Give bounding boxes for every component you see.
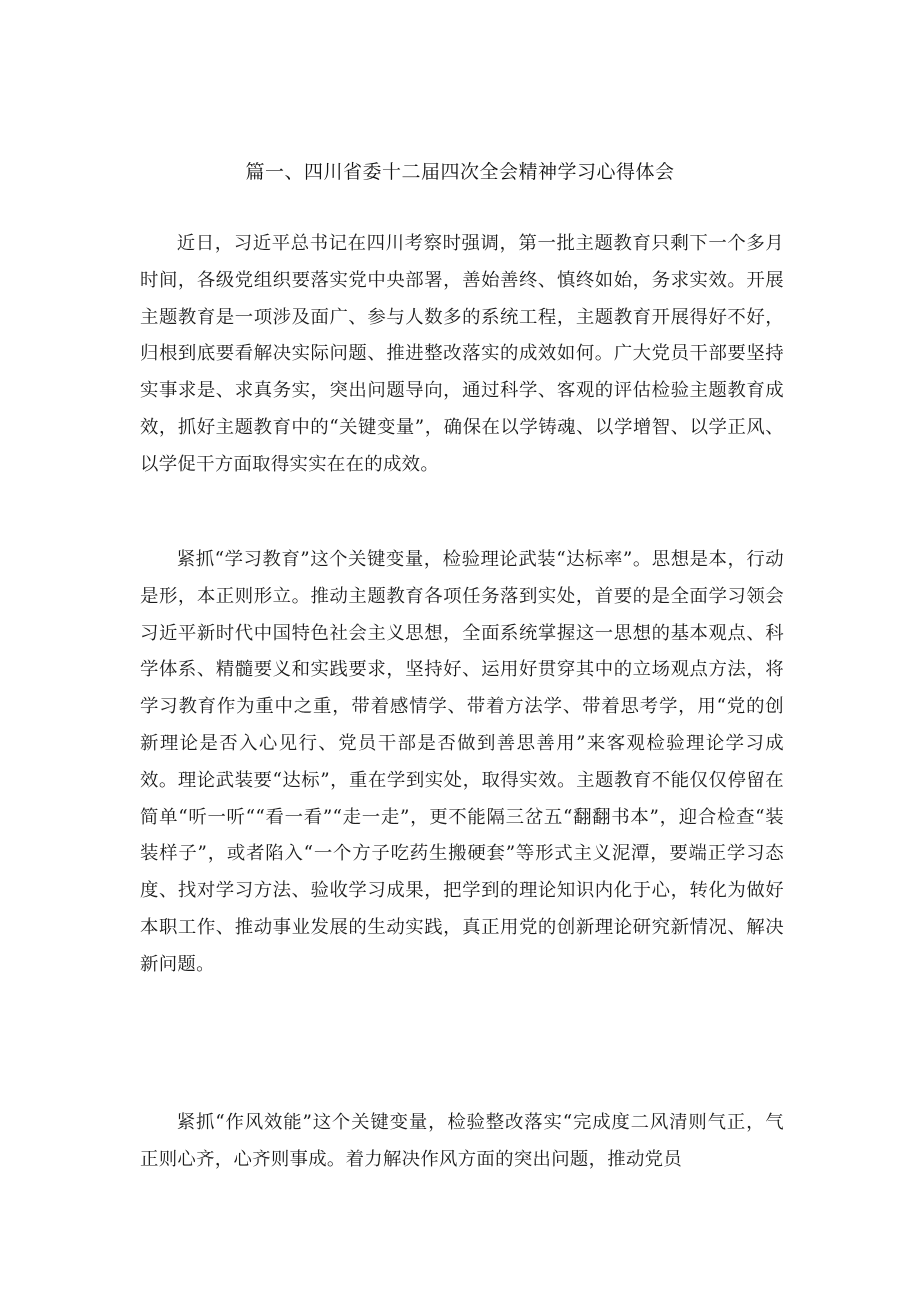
paragraph-1: 近日，习近平总书记在四川考察时强调，第一批主题教育只剩下一个多月时间，各级党组织要落实党中央部署，善始善终、慎终如始，务求实效。开展主题教育是一项涉及面广、参与人数多的系统工程，主题教育开展得好不好，归根到底要看解决实际问题、推进整改落实的成效如何。广大党员干部要坚持实事求是、求真务实，突出问题导向，通过科学、客观的评估检验主题教育成效，抓好主题教育中的“关键变量”，确保在以学铸魂、以学增智、以学正风、以学促干方面取得实实在在的成效。: [140, 233, 784, 475]
paragraph-2: 紧抓“学习教育”这个关键变量，检验理论武装“达标率”。思想是本，行动是形，本正则形立。推动主题教育各项任务落到实处，首要的是全面学习领会习近平新时代中国特色社会主义思想，全面系统掌握这一思想的基本观点、科学体系、精髓要义和实践要求，坚持好、运用好贯穿其中的立场观点方法，将学习教育作为重中之重，带着感情学、带着方法学、带着思考学，用“党的创新理论是否入心见行、党员干部是否做到善思善用”来客观检验理论学习成效。理论武装要“达标”，重在学到实处，取得实效。主题教育不能仅仅停留在简单“听一听““看一看”“走一走”，更不能隔三岔五“翻翻书本”，迎合检查“装装样子”，或者陷入“一个方子吃药生搬硬套”等形式主义泥潭，要端正学习态度、找对学习方法、验收学习成果，把学到的理论知识内化于心，转化为做好本职工作、推动事业发展的生动实践，真正用党的创新理论研究新情况、解决新问题。: [140, 549, 784, 975]
paragraph-3: 紧抓“作风效能”这个关键变量，检验整改落实“完成度二风清则气正，气正则心齐，心齐则事成。着力解决作风方面的突出问题，推动党员: [140, 1112, 784, 1170]
document-title: 篇一、四川省委十二届四次全会精神学习心得体会: [245, 161, 675, 183]
